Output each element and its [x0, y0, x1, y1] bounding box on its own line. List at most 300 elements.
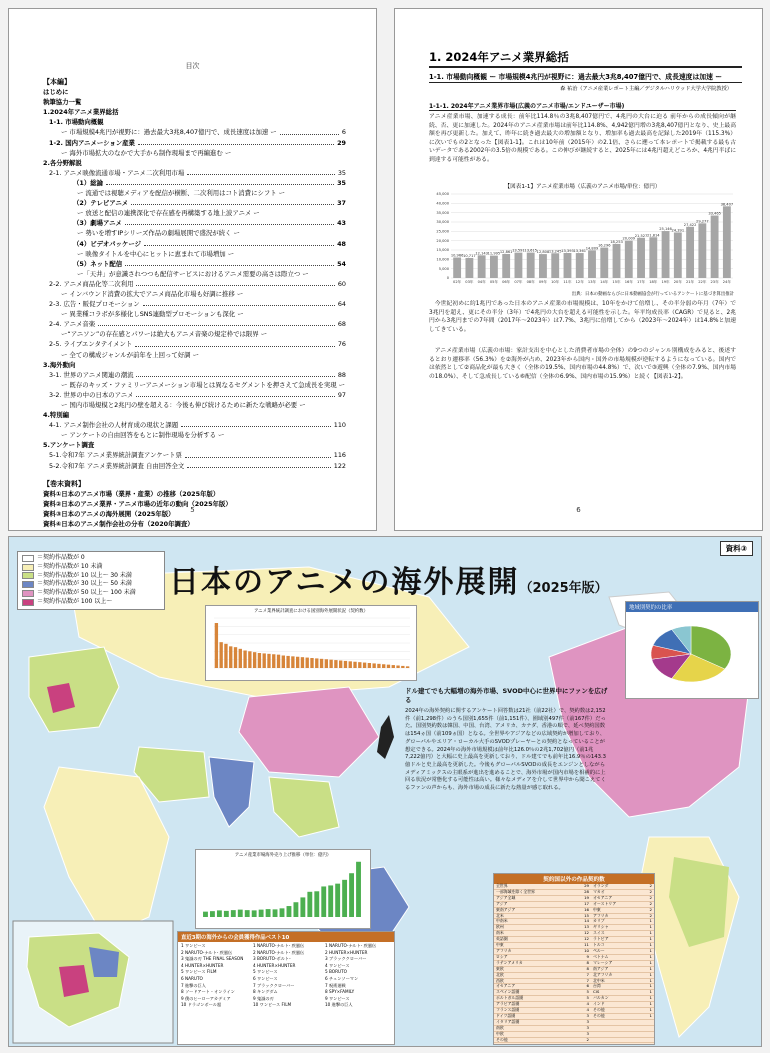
table-cell: 北アフリカ: [591, 972, 642, 978]
table-cell: 1: [642, 984, 654, 990]
table-cell: イタリア語圏: [494, 1019, 574, 1025]
sales-chart-svg: [196, 858, 368, 924]
map-title-sub: （2025年版）: [519, 581, 608, 596]
country-bar: [291, 656, 294, 668]
toc-entry: [43, 279, 346, 289]
table-cell: オランダ: [591, 884, 642, 889]
toc-entry-text: 2-1. アニメ映像流通市場・アニメ二次利用市場: [49, 168, 185, 177]
country-bar: [310, 658, 313, 668]
bar: [551, 253, 559, 278]
bar: [502, 254, 510, 278]
toc-entry-text: 3.海外動向: [43, 360, 76, 369]
table-cell: [642, 1037, 654, 1043]
table-cell: 2: [642, 913, 654, 919]
ranking-item: 9 鬼滅の刃: [253, 995, 274, 1001]
table-cell: 17: [574, 901, 591, 907]
toc-page-number: 35: [337, 168, 346, 177]
y-tick-label: 0: [446, 276, 449, 281]
bar: [711, 216, 719, 278]
legend-swatch: [22, 555, 34, 562]
toc-entry-text: ー 異業種コラボが多様化しSNS連動型プロモーションも深化 ー: [61, 310, 244, 319]
table-cell: 3: [574, 1025, 591, 1031]
toc-entry: [43, 178, 346, 188]
bar-value-label: 13,361: [573, 249, 587, 254]
ranking-item: 7 ブラッククローバー: [253, 982, 295, 988]
bar: [613, 244, 621, 278]
x-tick-label: 14年: [600, 280, 609, 284]
toc-entry: [43, 479, 346, 489]
toc-entry: [43, 249, 346, 259]
y-tick-label: 10,000: [436, 257, 449, 262]
map-title: [169, 557, 608, 601]
table-cell: 東欧: [494, 966, 574, 972]
toc-entry: [43, 299, 346, 309]
toc-entry: [43, 158, 346, 168]
sales-bar: [314, 891, 319, 917]
table-cell: 2: [642, 907, 654, 913]
table-cell: その他: [591, 1013, 642, 1019]
table-cell: オセアニア: [591, 895, 642, 901]
toc-page: [8, 8, 377, 531]
table-cell: 2: [642, 884, 654, 889]
sales-bar: [328, 885, 333, 917]
bar: [576, 253, 584, 278]
x-tick-label: 12年: [575, 280, 584, 284]
toc-entry-text: ー 放送と配信の連携深化で存在感を再構築する地上波アニメ ー: [77, 209, 260, 218]
sales-bar: [342, 880, 347, 917]
country-bar: [219, 642, 222, 668]
ranking-item: 5 ワンピース FILM: [181, 969, 217, 975]
bar: [674, 232, 682, 278]
ranking-item: 8 キングダム: [253, 989, 278, 995]
x-tick-label: 21年: [686, 280, 695, 284]
toc-entry: [43, 289, 346, 299]
table-cell: 9: [574, 954, 591, 960]
table-cell: 29: [574, 884, 591, 889]
toc-entry-text: ー“アニソン”の存在感とパワーは絶大もアニメ音楽の規定枠では限界 ー: [61, 330, 268, 339]
bar: [588, 250, 596, 278]
ranking-item: 4 HUNTER×HUNTER: [181, 962, 224, 968]
toc-entry: [43, 259, 346, 269]
y-tick-label: 35,000: [436, 210, 449, 215]
legend-item: [22, 589, 160, 598]
toc-entry-text: 2-5. ライブエンタテイメント: [49, 340, 133, 349]
ranking-item: 7 呪術廻戦: [325, 982, 346, 988]
table-cell: 7: [574, 972, 591, 978]
toc-entry: [43, 87, 346, 97]
sales-bar: [293, 902, 298, 917]
y-tick-label: 40,000: [436, 201, 449, 206]
section-title: 1-1. 市場動向概観 ー 市場規模4兆円が視野に：過去最大3兆8,407億円で、成長速度は加速 ー: [429, 71, 742, 83]
country-bar: [258, 653, 261, 668]
table-cell: アジア全域: [494, 895, 574, 901]
toc-entry-text: ー 国内市場規模と2兆円の壁を超える：今後も伸び続けるために新たな戦略が必要 ー: [61, 401, 306, 409]
toc-entry-text: 資料④日本のアニメ制作会社の分布（2020年調査）: [43, 520, 194, 529]
toc-entry-text: 3-2. 世界の中の日本のアニメ: [49, 390, 134, 399]
country-bar: [277, 655, 280, 668]
table-cell: スペイン語圏: [494, 990, 574, 996]
table-cell: マカオ: [591, 889, 642, 895]
bar: [698, 223, 706, 278]
legend-swatch: [22, 564, 34, 571]
bar: [686, 227, 694, 278]
toc-entry: [43, 461, 346, 471]
table-cell: 欧州: [494, 925, 574, 931]
table-cell: 28: [574, 889, 591, 895]
table-cell: オセアニア: [494, 984, 574, 990]
table-cell: 北米: [494, 913, 574, 919]
toc-entry-text: 4-1. アニメ制作会社の人材育成の現状と課題: [49, 421, 179, 430]
table-cell: 1: [642, 996, 654, 1002]
table-cell: 1: [642, 978, 654, 984]
bar-value-label: 16,296: [597, 243, 611, 248]
legend-swatch: [22, 581, 34, 588]
bar-value-label: 13,615: [524, 248, 537, 253]
table-cell: 2: [642, 889, 654, 895]
table-cell: 全世界: [494, 884, 574, 889]
legend-item: [22, 580, 160, 589]
toc-entry-text: 【巻末資料】: [43, 479, 85, 488]
ranking-item: 7 進撃の巨人: [181, 982, 206, 988]
table-cell: 3: [574, 1019, 591, 1025]
bar-value-label: 24,391: [671, 228, 685, 233]
toc-entry: [43, 380, 346, 390]
table-cell: トルコ: [591, 943, 642, 949]
table-cell: 1: [642, 960, 654, 966]
toc-entry: [43, 148, 346, 158]
x-tick-label: 19年: [661, 280, 670, 284]
map-legend: [17, 551, 165, 610]
toc-entry-text: （2）テレビアニメ: [73, 199, 129, 208]
toc-entry-text: ー 海外市場拡大のなかで大手から制作現場まで再編進む ー: [61, 148, 232, 157]
bar-value-label: 21,814: [647, 233, 660, 238]
overseas-sales-chart: [195, 849, 371, 929]
overseas-map-page: [8, 536, 762, 1047]
toc-entry-text: ー 勢いを増すIPシリーズ作品の劇場展開で盛況が続く ー: [77, 229, 240, 238]
ranking-column: [178, 942, 250, 1010]
subsection-title: 1-1-1. 2024年アニメ業界市場(広義のアニメ市場/エンドユーザー市場): [429, 101, 736, 111]
toc-entry: [43, 390, 346, 400]
table-cell: 13: [574, 925, 591, 931]
table-cell: マレーシア: [591, 960, 642, 966]
table-cell: 5: [574, 996, 591, 1002]
sales-bar: [259, 910, 264, 917]
table-row: [494, 1037, 654, 1043]
bar-value-label: 13,393: [561, 248, 574, 253]
country-bar: [234, 647, 237, 668]
country-bar: [286, 656, 289, 668]
table-of-contents: [43, 77, 346, 529]
toc-entry-text: 5-2.令和7年 アニメ業界統計調査 自由回答全文: [49, 461, 185, 470]
bar-value-label: 29,277: [696, 219, 709, 224]
table-cell: 南アジア: [591, 966, 642, 972]
x-tick-label: 22年: [698, 280, 707, 284]
toc-entry-text: ー「天井」が意識されつつも配信サービスにおけるアニメ需要の高さは際立つ ー: [77, 269, 309, 278]
table-cell: 北欧: [494, 972, 574, 978]
table-cell: 7: [574, 978, 591, 984]
table-cell: バルカン: [591, 996, 642, 1002]
toc-entry-text: 2-2. アニメ商品化等二次利用: [49, 279, 134, 288]
sales-bar: [210, 911, 215, 917]
toc-entry: [43, 77, 346, 87]
overseas-summary-text: [405, 687, 608, 793]
x-tick-label: 05年: [489, 280, 498, 284]
bar-value-label: 33,465: [708, 211, 721, 216]
toc-page-number: 116: [333, 451, 346, 460]
table-cell: フランス語圏: [494, 1008, 574, 1014]
table-cell: その他: [591, 1008, 642, 1014]
country-chart-caption: アニメ業界統計調査における国別海外展開状況（契約数）: [254, 609, 368, 614]
country-contract-chart: [205, 605, 417, 681]
toc-entry-text: 資料②日本のアニメ業界・アニメ市場の近年の動向（2025年版）: [43, 499, 232, 508]
table-cell: 1: [642, 990, 654, 996]
legend-label: ＝契約作品数が 50 以上～ 100 未満: [37, 589, 136, 597]
toc-entry: [43, 188, 346, 198]
ranking-item: 2 NARUTO-ナルト- 疾風伝: [253, 949, 305, 955]
sales-bar: [349, 873, 354, 917]
table-cell: 中東: [494, 943, 574, 949]
toc-entry-text: 5.アンケート調査: [43, 441, 95, 450]
table-cell: ベトナム: [591, 954, 642, 960]
table-cell: 2: [642, 895, 654, 901]
china-region: [239, 687, 379, 777]
toc-entry: [43, 218, 346, 228]
pie-caption: 地域別契約の比率: [626, 602, 758, 612]
region-contract-table: [493, 873, 655, 1045]
toc-entry: [43, 309, 346, 319]
x-tick-label: 16年: [624, 280, 633, 284]
bar-value-label: 38,407: [720, 202, 734, 207]
toc-entry: [43, 350, 346, 360]
table-cell: 1: [642, 931, 654, 937]
toc-entry: [43, 228, 346, 238]
table-cell: 1: [642, 943, 654, 949]
table-cell: 中欧: [494, 1031, 574, 1037]
country-bar: [320, 659, 323, 668]
x-tick-label: 07年: [514, 280, 523, 284]
table-cell: 12: [574, 937, 591, 943]
bar-value-label: 13,245: [548, 249, 562, 254]
country-bar: [229, 646, 232, 668]
bar: [723, 206, 731, 278]
country-bar: [349, 661, 352, 668]
ranking-item: 1 NARUTO-ナルト- 疾風伝: [325, 943, 377, 948]
country-bar: [215, 623, 218, 668]
toc-entry-text: （4）ビデオパッケージ: [73, 239, 141, 248]
toc-entry: [43, 410, 346, 420]
bar: [515, 253, 523, 278]
country-bar: [339, 661, 342, 669]
toc-entry-text: 資料①日本のアニメ市場（業界・産業）の推移（2025年版）: [43, 489, 220, 498]
ranking-item: 1 NARUTO-ナルト- 疾風伝: [253, 943, 305, 948]
bar-value-label: 12,143: [475, 251, 488, 256]
toc-entry: [43, 370, 346, 380]
bar: [625, 241, 633, 278]
toc-entry: [43, 420, 346, 430]
table-cell: 10: [574, 948, 591, 954]
paragraph-2: 今世紀初めに約1兆円であった日本のアニメ産業の市場規模は、10年をかけて倍増し、その半分弱の年月（7年）で3兆円を超え、更にその半分（3年）で4兆円の大台を超える可能性を示した。年平均成長率（CAGR）で見ると、2兆円から3兆円までの7年間（2017年～2023年）は7.7%、3兆円に倍増してから（2023年～2024年）は14.8%と加速してきている。: [429, 301, 736, 333]
ranking-item: 4 ワンピース: [325, 962, 350, 968]
ranking-item: 10 ドラゴンボール超: [181, 1002, 222, 1008]
bar: [478, 255, 486, 278]
country-bar: [358, 662, 361, 668]
toc-entry: [43, 208, 346, 218]
table-cell: 12: [574, 931, 591, 937]
ranking-item: 8 SPY×FAMILY: [325, 989, 355, 995]
ranking-item: 3 ブラッククローバー: [325, 956, 367, 962]
country-bar: [301, 657, 304, 668]
toc-entry-text: 5-1.令和7年 アニメ業界統計調査アンケート票: [49, 451, 182, 460]
africa-region: [44, 767, 169, 937]
ranking-item: 2 HUNTER×HUNTER: [325, 949, 368, 955]
bar-value-label: 25,146: [659, 227, 672, 232]
toc-page-number: 97: [337, 390, 346, 399]
ranking-column: [322, 942, 394, 1010]
table-cell: 1: [642, 948, 654, 954]
legend-label: ＝契約作品数が 0: [37, 554, 85, 561]
sales-bar: [335, 884, 340, 917]
sales-bar: [217, 910, 222, 917]
legend-item: [22, 598, 160, 607]
toc-page-number: 6: [341, 128, 346, 137]
page-number: 5: [190, 506, 195, 514]
country-bar: [239, 649, 242, 668]
toc-entry-text: （3）劇場アニメ: [73, 219, 122, 228]
summary-heading: ドル建てでも大幅増の海外市場、SVOD中心に世界中にファンを広げる: [405, 687, 608, 704]
top10-ranking-table: [177, 931, 395, 1045]
y-tick-label: 25,000: [436, 229, 449, 234]
bar-value-label: 12,861: [499, 249, 513, 254]
table-cell: インド: [591, 1002, 642, 1008]
table-cell: 2: [574, 1037, 591, 1043]
bar-value-label: 14,809: [585, 246, 599, 251]
table-cell: 4: [574, 1002, 591, 1008]
sales-bar: [266, 909, 271, 917]
country-bar: [372, 663, 375, 668]
table-cell: 14: [574, 919, 591, 925]
chart-source: 出典：日本の動画ならびに日本動画協会が行っているアンケートに基づき算出推計: [571, 292, 734, 297]
toc-entry-text: 資料③日本のアニメの海外展開（2025年版）: [43, 509, 175, 518]
bar: [539, 254, 547, 278]
toc-entry: [43, 319, 346, 329]
x-tick-label: 08年: [526, 280, 535, 284]
sales-bar: [203, 912, 208, 917]
ranking-column: [250, 942, 322, 1010]
toc-entry-text: （5）ネット配信: [73, 259, 123, 268]
toc-entry: [43, 360, 346, 370]
country-bar: [406, 666, 409, 668]
market-bar-chart: [429, 190, 738, 290]
toc-page-number: 88: [337, 370, 346, 379]
country-bar: [353, 662, 356, 668]
table-cell: 6: [574, 984, 591, 990]
country-bar: [344, 661, 347, 668]
chart-caption: 【図表1-1】アニメ産業市場（広義のアニメ市場/単位：億円）: [504, 184, 661, 190]
legend-label: ＝契約作品数が 30 以上～ 50 未満: [37, 580, 132, 588]
toc-entry-text: はじめに: [43, 88, 69, 97]
country-bar: [248, 651, 251, 668]
bar: [662, 231, 670, 278]
toc-entry-text: 2-3. 広告・販促プロモーション: [49, 300, 140, 309]
bar: [465, 258, 473, 278]
table-cell: ペルー: [591, 948, 642, 954]
country-bar: [382, 664, 385, 668]
x-tick-label: 15年: [612, 280, 621, 284]
toc-entry-text: ー 既存のキッズ・ファミリーアニメーション市場とは異なるセグメントを押さえて急成長を実現 ー: [61, 380, 346, 389]
y-tick-label: 30,000: [436, 220, 449, 225]
table-cell: 西欧: [494, 978, 574, 984]
toc-page-number: 43: [337, 219, 346, 228]
toc-page-number: 122: [333, 461, 346, 470]
y-tick-label: 45,000: [436, 192, 449, 197]
toc-page-number: 60: [337, 279, 346, 288]
country-bar: [253, 652, 256, 668]
table-cell: 1: [642, 937, 654, 943]
ranking-item: 1 ワンピース: [181, 943, 206, 948]
sales-bar: [238, 910, 243, 917]
bar-value-label: 10,717: [463, 253, 476, 258]
toc-entry-text: 執筆協力一覧: [43, 98, 82, 107]
toc-page-number: 29: [337, 138, 346, 147]
table-cell: 16: [574, 907, 591, 913]
toc-entry: [43, 339, 346, 349]
sales-bar: [245, 910, 250, 917]
toc-page-number: 48: [337, 239, 346, 248]
author-line: 森 祐治（アニメ産業レポート主編／デジタルハリウッド大学大学院教授）: [560, 86, 732, 92]
toc-entry-text: ー 流通では視聴メディアを配信が横断、二次利用はコト消費にシフト ー: [77, 189, 286, 198]
toc-entry: [43, 430, 346, 440]
sales-bar: [252, 910, 257, 917]
ranking-item: 2 NARUTO-ナルト- 疾風伝: [181, 949, 233, 955]
legend-item: [22, 563, 160, 572]
toc-page-number: 64: [337, 300, 346, 309]
toc-entry-text: 【本編】: [43, 78, 71, 86]
legend-label: ＝契約作品数が 10 以上～ 30 未満: [37, 571, 132, 579]
ranking-item: 10 ワンピース FILM: [253, 1002, 292, 1008]
table-cell: 1: [642, 966, 654, 972]
x-tick-label: 11年: [563, 280, 572, 284]
country-bar: [377, 664, 380, 668]
x-tick-label: 20年: [673, 280, 682, 284]
x-tick-label: 17年: [636, 280, 646, 284]
bar-value-label: 11,995: [487, 251, 501, 256]
table-cell: カリブ: [591, 919, 642, 925]
toc-entry: [43, 269, 346, 279]
y-tick-label: 5,000: [438, 266, 449, 271]
sales-bar: [300, 897, 305, 917]
table-cell: CIS: [591, 990, 642, 996]
sales-bar: [273, 909, 278, 917]
y-tick-label: 20,000: [436, 238, 449, 243]
bar: [527, 253, 535, 278]
sales-bar: [356, 862, 361, 917]
country-bar: [315, 658, 318, 668]
table-cell: 台湾: [591, 984, 642, 990]
sales-bar: [287, 906, 292, 917]
toc-entry: [43, 400, 346, 410]
india-region: [209, 757, 254, 827]
table-cell: 南欧: [494, 1025, 574, 1031]
bar: [600, 248, 608, 278]
europe-region: [29, 647, 119, 732]
paragraph-1: アニメ産業市場、加速する成長：前年比114.8％の3兆8,407億円で、4兆円の大台に迫る 前年からの成長傾向が継続、否、更に加速した。2024年のアニメ産業市場は前年比114.8%、4,942億円増の3兆8,407億円となり、史上最高額を再び更新した。加えて、昨年に続き過去最大の増加額となり、増加率も過去最高を記録した2019年（115.3%）に次いでもの2となった【図表1-1】。これは10年前（2015年）の2.1倍、さらに遡って本レポートで掲載する最も古いデータである2002年の3.5倍の規模である。この伸びが継続すると、2025年には4兆円超えどころか、4兆円半ばに到達する可能性がある。: [429, 114, 736, 163]
legend-label: ＝契約作品数が 10 未満: [37, 562, 103, 570]
table-cell: 15: [574, 913, 591, 919]
country-bar: [282, 656, 285, 669]
pie-chart-svg: [626, 612, 756, 696]
toc-entry: [43, 168, 346, 178]
region-pie-chart: [625, 601, 759, 699]
